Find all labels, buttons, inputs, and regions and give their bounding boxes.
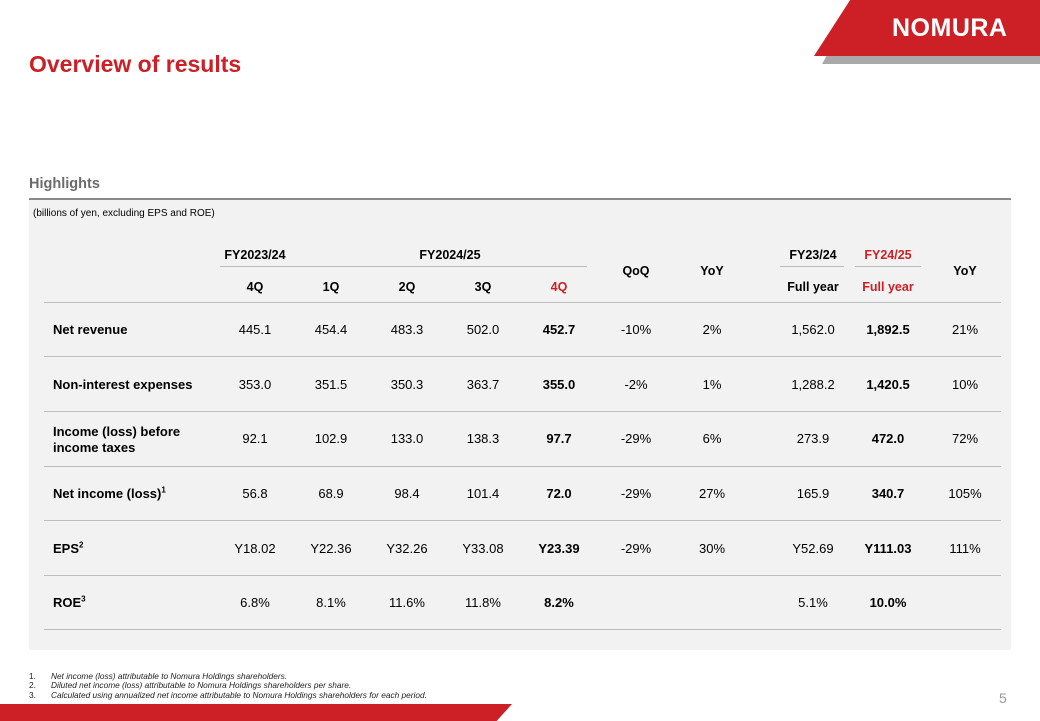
cell-net-revenue-yoy: 2% xyxy=(702,322,722,337)
cell-roe-4q: 8.2% xyxy=(544,595,574,610)
header-underline-fy2023 xyxy=(220,266,295,267)
header-fy23: FY23/24 xyxy=(789,248,837,262)
header-1q: 1Q xyxy=(322,280,340,294)
row-divider xyxy=(44,575,1001,576)
cell-pretax-fy24: 472.0 xyxy=(871,431,905,446)
cell-net-revenue-fy24: 1,892.5 xyxy=(866,322,910,337)
header-2q: 2Q xyxy=(398,280,416,294)
cell-net-income-qoq: -29% xyxy=(620,486,652,501)
footnote: 1. Net income (loss) attributable to Nomura Holdings shareholders. xyxy=(29,671,288,681)
cell-net-income-yoy: 27% xyxy=(698,486,726,501)
cell-net-revenue-3q: 502.0 xyxy=(466,322,500,337)
cell-eps-qoq: -29% xyxy=(620,541,652,556)
cell-pretax-3q: 138.3 xyxy=(466,431,500,446)
cell-net-revenue-fy23: 1,562.0 xyxy=(791,322,835,337)
section-title: Highlights xyxy=(29,176,100,192)
header-yoy-full: YoY xyxy=(953,264,977,278)
cell-expenses-yoy-full: 10% xyxy=(951,377,979,392)
header-3q: 3Q xyxy=(474,280,492,294)
cell-roe-fy23: 5.1% xyxy=(798,595,828,610)
row-divider xyxy=(44,411,1001,412)
cell-net-income-fy23: 165.9 xyxy=(796,486,830,501)
cell-expenses-fy23: 1,288.2 xyxy=(791,377,835,392)
cell-pretax-qoq: -29% xyxy=(620,431,652,446)
cell-pretax-4q: 97.7 xyxy=(546,431,572,446)
cell-expenses-fy24: 1,420.5 xyxy=(866,377,910,392)
bottom-accent-bar xyxy=(0,704,512,721)
header-4q: 4Q xyxy=(550,280,568,294)
page-title: Overview of results xyxy=(29,51,242,77)
cell-expenses-yoy: 1% xyxy=(702,377,722,392)
cell-pretax-fy23: 273.9 xyxy=(796,431,830,446)
cell-net-revenue-4q-prev: 445.1 xyxy=(238,322,272,337)
header-underline-fy2024 xyxy=(295,266,587,267)
cell-net-revenue-2q: 483.3 xyxy=(390,322,424,337)
row-label-eps: EPS$^2$ xyxy=(53,540,84,556)
cell-expenses-2q: 350.3 xyxy=(390,377,424,392)
cell-net-revenue-yoy-full: 21% xyxy=(951,322,979,337)
cell-eps-3q: Y33.08 xyxy=(462,541,504,556)
header-fy2024: FY2024/25 xyxy=(419,248,481,262)
header-underline-fy24 xyxy=(855,266,921,267)
cell-eps-fy23: Y52.69 xyxy=(792,541,834,556)
cell-expenses-4q-prev: 353.0 xyxy=(238,377,272,392)
row-divider xyxy=(44,356,1001,357)
cell-expenses-4q: 355.0 xyxy=(542,377,576,392)
cell-pretax-yoy-full: 72% xyxy=(951,431,979,446)
header-fy24-full-year: Full year xyxy=(862,280,914,294)
logo-text: NOMURA xyxy=(892,14,1008,42)
cell-net-income-yoy-full: 105% xyxy=(948,486,982,501)
footnotes xyxy=(29,672,427,700)
row-divider xyxy=(44,466,1001,467)
cell-net-income-fy24: 340.7 xyxy=(871,486,905,501)
page-number: 5 xyxy=(999,690,1007,706)
cell-eps-4q-prev: Y18.02 xyxy=(234,541,276,556)
cell-eps-yoy: 30% xyxy=(698,541,726,556)
cell-net-revenue-qoq: -10% xyxy=(620,322,652,337)
footnote: 2. Diluted net income (loss) attributable to Nomura Holdings shareholders per share. xyxy=(29,680,352,691)
header-qoq: QoQ xyxy=(622,264,650,278)
cell-expenses-1q: 351.5 xyxy=(314,377,348,392)
header-bottom-rule xyxy=(44,302,1001,303)
cell-pretax-2q: 133.0 xyxy=(390,431,424,446)
cell-eps-fy24: Y111.03 xyxy=(864,541,912,556)
row-label-net-income: Net income (loss)$^1$ xyxy=(53,485,166,501)
header-underline-fy23 xyxy=(780,266,844,267)
cell-pretax-4q-prev: 92.1 xyxy=(242,431,268,446)
header-fy2023: FY2023/24 xyxy=(224,248,286,262)
header-yoy: YoY xyxy=(700,264,724,278)
cell-expenses-qoq: -2% xyxy=(624,377,648,392)
cell-roe-3q: 11.8% xyxy=(465,595,501,610)
header-fy23-full-year: Full year xyxy=(787,280,839,294)
cell-net-income-2q: 98.4 xyxy=(394,486,420,501)
cell-pretax-1q: 102.9 xyxy=(314,431,348,446)
row-divider xyxy=(44,629,1001,630)
cell-eps-4q: Y23.39 xyxy=(538,541,580,556)
cell-net-revenue-4q: 452.7 xyxy=(542,322,576,337)
row-label-roe: ROE$^3$ xyxy=(53,594,86,610)
row-label-non-interest-expenses: Non-interest expenses xyxy=(53,377,193,392)
footnote: 3. Calculated using annualized net income attributable to Nomura Holdings shareholders for each period. xyxy=(29,689,427,700)
cell-roe-1q: 8.1% xyxy=(316,595,346,610)
row-divider xyxy=(44,520,1001,521)
row-label-net-revenue: Net revenue xyxy=(53,322,128,337)
cell-net-income-1q: 68.9 xyxy=(318,486,344,501)
cell-roe-4q-prev: 6.8% xyxy=(240,595,270,610)
cell-roe-fy24: 10.0% xyxy=(869,595,907,610)
cell-roe-2q: 11.6% xyxy=(389,595,425,610)
cell-expenses-3q: 363.7 xyxy=(466,377,500,392)
cell-net-revenue-1q: 454.4 xyxy=(314,322,348,337)
cell-net-income-3q: 101.4 xyxy=(466,486,500,501)
units-note: (billions of yen, excluding EPS and ROE) xyxy=(33,208,215,219)
header-fy24: FY24/25 xyxy=(864,248,912,262)
cell-pretax-yoy: 6% xyxy=(702,431,722,446)
nomura-logo xyxy=(814,0,1040,64)
cell-net-income-4q: 72.0 xyxy=(546,486,572,501)
cell-eps-yoy-full: 111% xyxy=(949,541,981,556)
row-label-income-before-taxes: Income (loss) before income taxes xyxy=(53,424,181,455)
cell-eps-1q: Y22.36 xyxy=(310,541,352,556)
cell-net-income-4q-prev: 56.8 xyxy=(242,486,268,501)
cell-eps-2q: Y32.26 xyxy=(386,541,428,556)
header-4q-prev: 4Q xyxy=(246,280,264,294)
